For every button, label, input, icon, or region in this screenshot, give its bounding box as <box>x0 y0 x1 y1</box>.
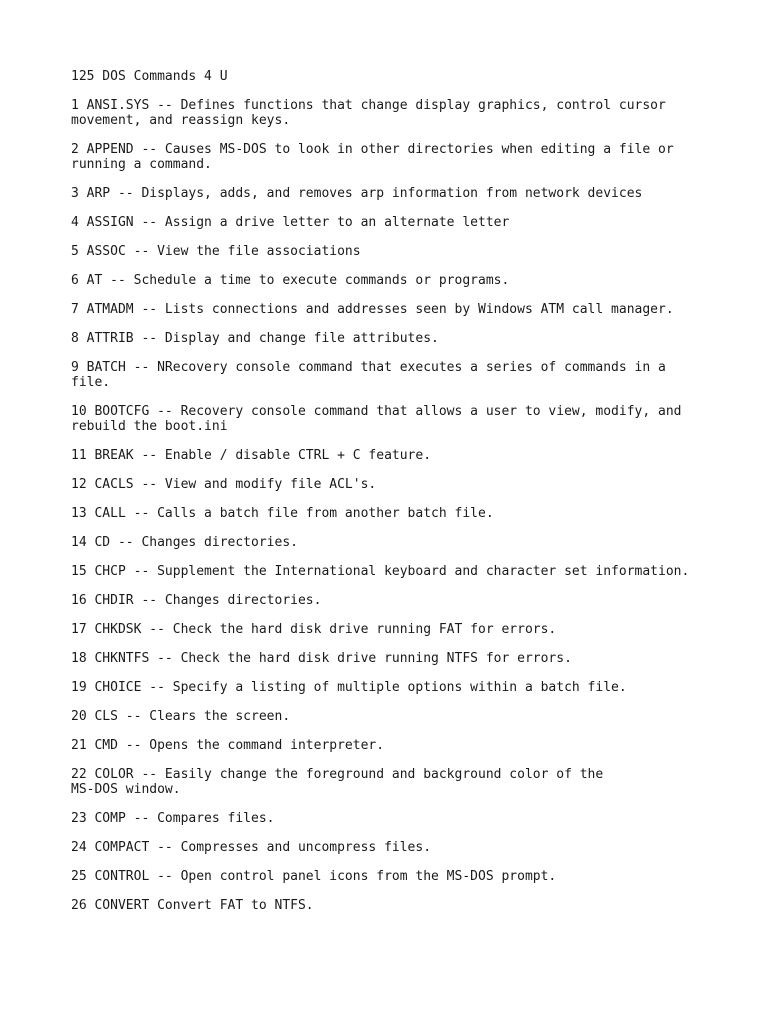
command-entry-21: 21 CMD -- Opens the command interpreter. <box>71 738 385 753</box>
command-entry-11: 11 BREAK -- Enable / disable CTRL + C feature. <box>71 448 432 463</box>
command-entry-1: 1 ANSI.SYS -- Defines functions that change display graphics, control cursor movement, and reassign keys. <box>71 98 666 128</box>
command-entry-18: 18 CHKNTFS -- Check the hard disk drive running NTFS for errors. <box>71 651 572 666</box>
command-entry-9: 9 BATCH -- NRecovery console command that executes a series of commands in a file. <box>71 360 674 390</box>
command-entry-10: 10 BOOTCFG -- Recovery console command that allows a user to view, modify, and rebuild the boot.ini <box>71 404 682 434</box>
command-entry-12: 12 CACLS -- View and modify file ACL's. <box>71 477 377 492</box>
command-entry-4: 4 ASSIGN -- Assign a drive letter to an alternate letter <box>71 215 510 230</box>
document-title: 125 DOS Commands 4 U <box>71 69 228 84</box>
command-entry-17: 17 CHKDSK -- Check the hard disk drive running FAT for errors. <box>71 622 557 637</box>
command-entry-16: 16 CHDIR -- Changes directories. <box>71 593 322 608</box>
command-entry-3: 3 ARP -- Displays, adds, and removes arp information from network devices <box>71 186 643 201</box>
command-entry-22: 22 COLOR -- Easily change the foreground and background color of the MS-DOS window. <box>71 767 604 797</box>
command-entry-20: 20 CLS -- Clears the screen. <box>71 709 291 724</box>
command-entry-13: 13 CALL -- Calls a batch file from another batch file. <box>71 506 494 521</box>
command-entry-19: 19 CHOICE -- Specify a listing of multiple options within a batch file. <box>71 680 627 695</box>
command-entry-2: 2 APPEND -- Causes MS-DOS to look in other directories when editing a file or running a command. <box>71 142 674 172</box>
command-list <box>71 98 711 913</box>
command-entry-6: 6 AT -- Schedule a time to execute commands or programs. <box>71 273 510 288</box>
command-entry-26: 26 CONVERT Convert FAT to NTFS. <box>71 898 314 913</box>
command-entry-14: 14 CD -- Changes directories. <box>71 535 298 550</box>
command-entry-24: 24 COMPACT -- Compresses and uncompress files. <box>71 840 432 855</box>
command-entry-15: 15 CHCP -- Supplement the International keyboard and character set information. <box>71 564 690 579</box>
command-entry-7: 7 ATMADM -- Lists connections and addresses seen by Windows ATM call manager. <box>71 302 674 317</box>
command-entry-5: 5 ASSOC -- View the file associations <box>71 244 361 259</box>
command-entry-25: 25 CONTROL -- Open control panel icons from the MS-DOS prompt. <box>71 869 557 884</box>
command-entry-8: 8 ATTRIB -- Display and change file attributes. <box>71 331 439 346</box>
command-entry-23: 23 COMP -- Compares files. <box>71 811 275 826</box>
document-page <box>71 69 711 927</box>
